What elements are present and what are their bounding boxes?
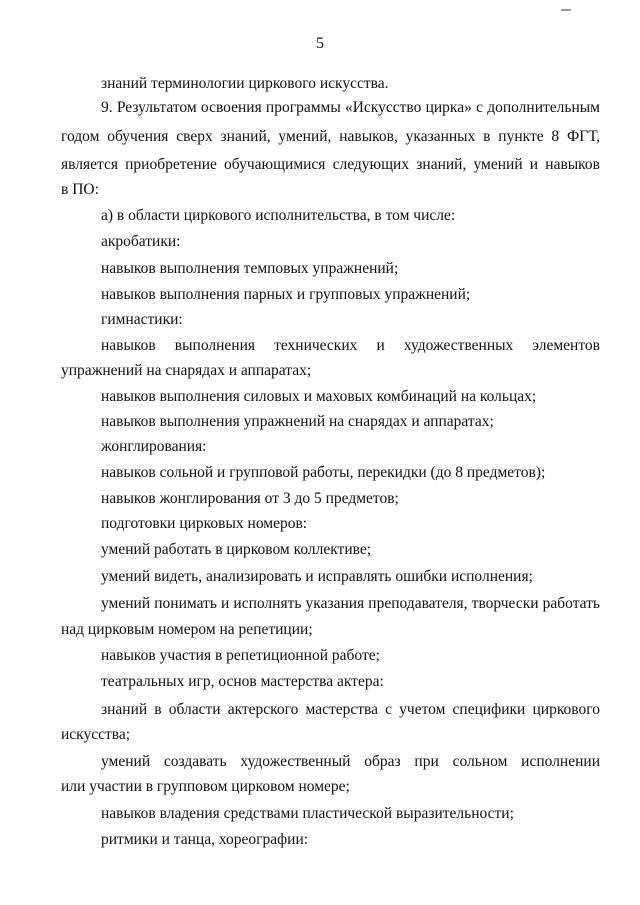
text-line: или участии в групповом цирковом номере; <box>61 778 350 795</box>
scan-mark <box>561 9 571 11</box>
text-line: гимнастики: <box>101 311 183 328</box>
text-line: театральных игр, основ мастерства актера: <box>101 673 384 690</box>
text-line: знаний в области актерского мастерства с учетом специфики циркового <box>101 701 600 718</box>
text-line: навыков сольной и групповой работы, перекидки (до 8 предметов); <box>101 464 546 481</box>
text-line: умений работать в цирковом коллективе; <box>101 541 372 558</box>
text-line: а) в области циркового исполнительства, в том числе: <box>101 207 456 224</box>
text-line: в ПО: <box>61 181 99 198</box>
text-line: искусства; <box>61 726 131 743</box>
text-line: жонглирования: <box>101 438 207 455</box>
text-line: умений видеть, анализировать и исправлять ошибки исполнения; <box>101 568 533 585</box>
text-line: умений понимать и исполнять указания преподавателя, творчески работать <box>101 595 600 612</box>
text-line: подготовки цирковых номеров: <box>101 515 308 532</box>
text-line: 9. Результатом освоения программы «Искусство цирка» с дополнительным <box>101 99 600 116</box>
text-line: ритмики и танца, хореографии: <box>101 831 309 848</box>
text-line: навыков жонглирования от 3 до 5 предметов; <box>101 490 399 507</box>
text-line: навыков выполнения темповых упражнений; <box>101 260 399 277</box>
text-line: навыков выполнения парных и групповых упражнений; <box>101 286 471 303</box>
text-line: навыков владения средствами пластической выразительности; <box>101 805 514 822</box>
page-number: 5 <box>316 35 324 52</box>
text-line: навыков выполнения технических и художественных элементов <box>101 337 600 354</box>
text-line: годом обучения сверх знаний, умений, навыков, указанных в пункте 8 ФГТ, <box>61 128 600 145</box>
text-line: упражнений на снарядах и аппаратах; <box>61 362 312 379</box>
text-line: является приобретение обучающимися следующих знаний, умений и навыков <box>61 156 600 173</box>
text-line: знаний терминологии циркового искусства. <box>101 75 389 92</box>
text-line: над цирковым номером на репетиции; <box>61 621 313 638</box>
text-line: навыков выполнения силовых и маховых комбинаций на кольцах; <box>101 388 537 405</box>
text-line: навыков выполнения упражнений на снарядах и аппаратах; <box>101 413 494 430</box>
text-line: умений создавать художественный образ при сольном исполнении <box>101 753 600 770</box>
text-line: акробатики: <box>101 233 181 250</box>
text-line: навыков участия в репетиционной работе; <box>101 647 380 664</box>
